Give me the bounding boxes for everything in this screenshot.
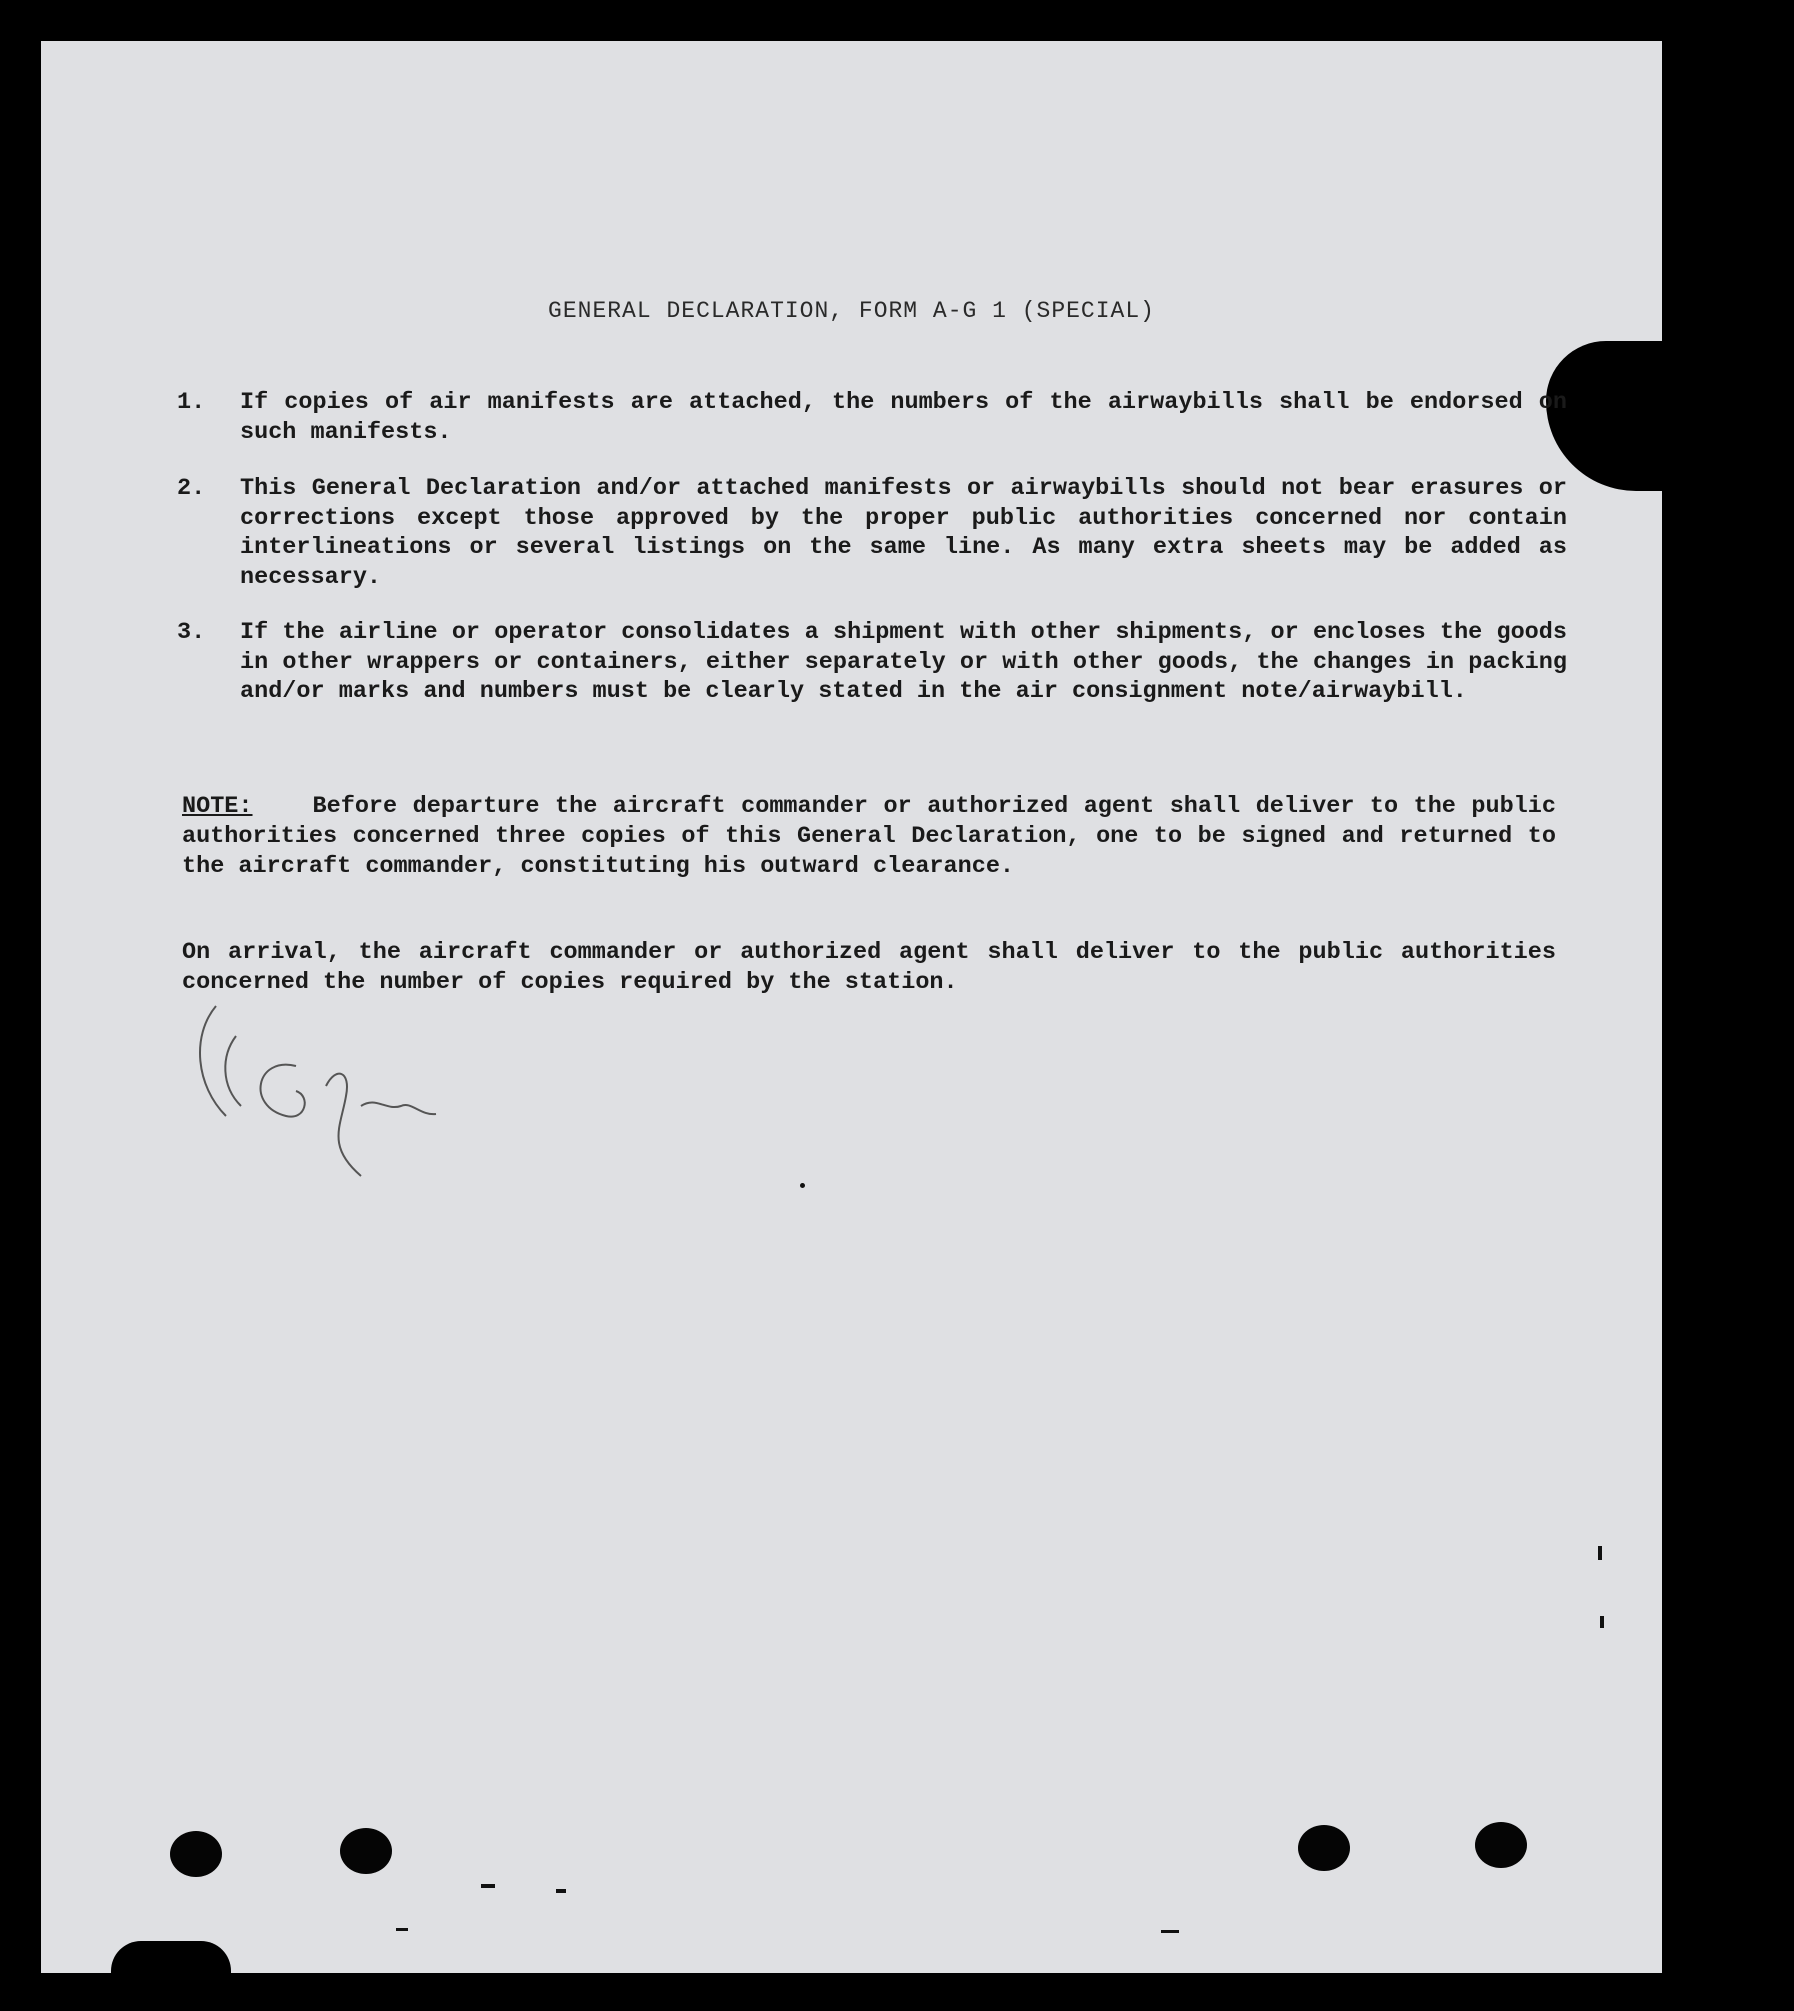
punch-hole bbox=[1475, 1822, 1527, 1868]
list-item-2 bbox=[177, 474, 1567, 592]
speck bbox=[1600, 1616, 1604, 1628]
item-number: 2. bbox=[177, 475, 206, 502]
item-number: 1. bbox=[177, 389, 206, 416]
arrival-text: On arrival, the aircraft commander or authorized agent shall deliver to the public authorities concerned the number of copies required by the station. bbox=[182, 939, 1556, 996]
punch-hole bbox=[170, 1831, 222, 1877]
list-item-3 bbox=[177, 618, 1567, 707]
item-number: 3. bbox=[177, 619, 206, 646]
punch-hole bbox=[1298, 1825, 1350, 1871]
note-text: Before departure the aircraft commander or authorized agent shall deliver to the public authorities concerned three copies of this General Declaration, one to be signed and returned to the aircraft commander, constituting his outward clearance. bbox=[182, 793, 1556, 880]
item-text: If the airline or operator consolidates a shipment with other shipments, or encloses the goods in other wrappers or containers, either separately or with other goods, the changes in packing and/or marks and numbers must be clearly stated in the air consignment note/airwaybill. bbox=[240, 619, 1567, 705]
speck bbox=[556, 1889, 566, 1893]
speck bbox=[481, 1884, 495, 1888]
item-text: If copies of air manifests are attached, the numbers of the airwaybills shall be endorsed on such manifests. bbox=[240, 389, 1567, 446]
document-page bbox=[41, 41, 1662, 1973]
handwritten-signature bbox=[186, 996, 446, 1186]
torn-edge-bottom-left bbox=[111, 1941, 231, 1981]
arrival-paragraph bbox=[182, 938, 1556, 998]
document-title: GENERAL DECLARATION, FORM A-G 1 (SPECIAL) bbox=[548, 298, 1155, 324]
speck bbox=[800, 1183, 805, 1188]
speck bbox=[396, 1928, 408, 1931]
punch-hole bbox=[340, 1828, 392, 1874]
item-text: This General Declaration and/or attached manifests or airwaybills should not bear erasures or corrections except those approved by the proper public authorities concerned nor contain interlineations or several listings on the same line. As many extra sheets may be added as necessary. bbox=[240, 475, 1567, 591]
speck bbox=[1161, 1930, 1179, 1933]
note-label: NOTE: bbox=[182, 793, 253, 820]
note-paragraph bbox=[182, 792, 1556, 882]
list-item-1 bbox=[177, 388, 1567, 447]
speck bbox=[1598, 1546, 1602, 1560]
